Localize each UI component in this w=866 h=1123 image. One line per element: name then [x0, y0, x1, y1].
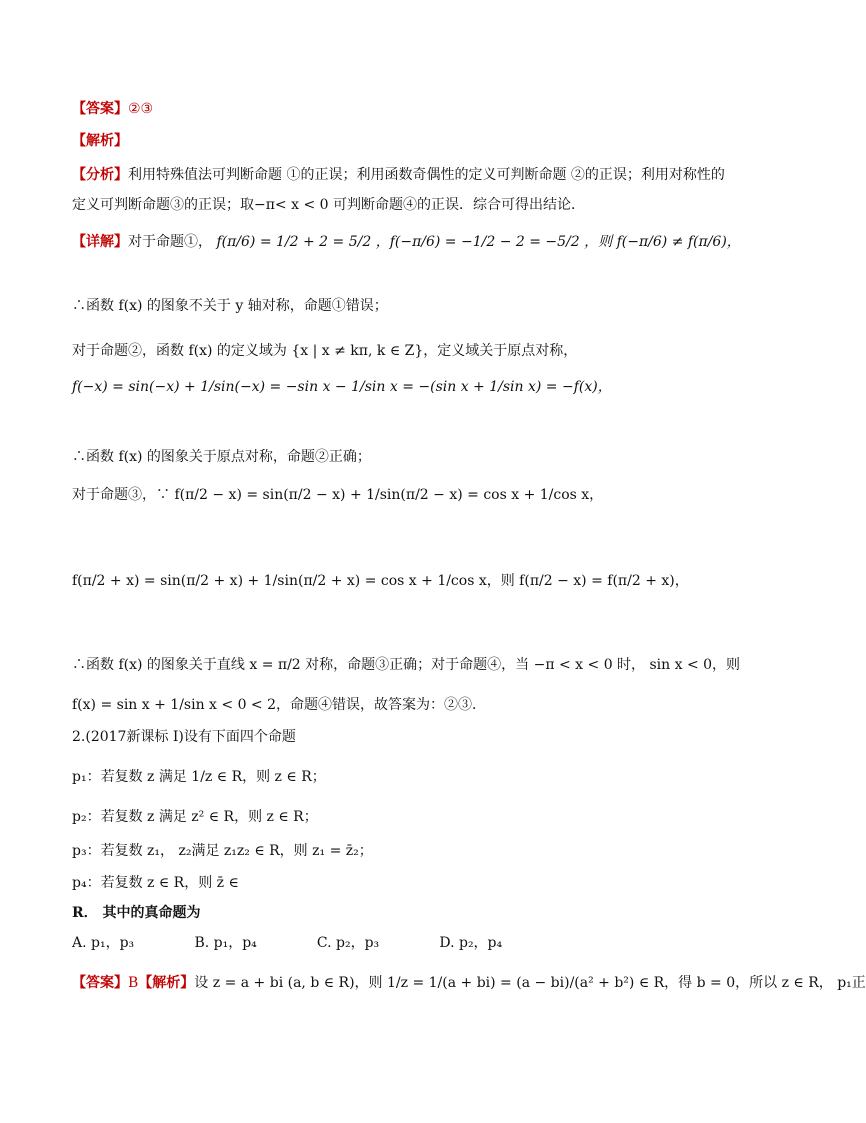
fenxi-line-1 — [72, 166, 725, 184]
p4-cont-text: R． 其中的真命题为 — [72, 905, 201, 921]
q2-analysis-text: 设 z = a + bi (a, b ∈ R)，则 1/z = 1/(a + bi) = (a − bi)/(a² + b²) ∈ R，得 b = 0，所以 z ∈ R， p₁正 — [194, 975, 866, 991]
p2-text: p₂：若复数 z 满足 z² ∈ R，则 z ∈ R； — [72, 809, 318, 825]
p4-continuation — [72, 904, 201, 922]
proposition-p4 — [72, 874, 239, 892]
conclusion-4-text: f(x) = sin x + 1/sin x < 0 < 2，命题④错误，故答案为：②③． — [72, 697, 487, 713]
answer-label: 【答案】 — [72, 101, 128, 117]
p4-text: p₄：若复数 z ∈ R，则 z̄ ∈ — [72, 875, 239, 891]
analysis-heading — [72, 132, 128, 150]
fenxi-text-2: 定义可判断命题③的正误；取−π< x < 0 可判断命题④的正误．综合可得出结论． — [72, 197, 585, 213]
option-d: D. p₂，p₄ — [439, 935, 503, 951]
q2-analysis-label: 【解析】 — [138, 975, 195, 991]
fenxi-label: 【分析】 — [72, 167, 128, 183]
proposition-p3 — [72, 842, 373, 860]
conclusion-1-text: ∴函数 f(x) 的图象不关于 y 轴对称，命题①错误； — [72, 298, 388, 314]
answer-value: ②③ — [128, 101, 154, 117]
answer-line — [72, 100, 153, 118]
option-c: C. p₂，p₃ — [316, 935, 380, 951]
domain-text: 对于命题②，函数 f(x) 的定义域为 {x | x ≠ kπ, k ∈ Z}，定义域关于原点对称， — [72, 343, 578, 359]
proposition-p2 — [72, 808, 318, 826]
prop3b-line — [72, 572, 689, 590]
conclusion-1 — [72, 297, 388, 315]
option-b: B. p₁，p₄ — [194, 935, 257, 951]
xiangjie-line — [72, 233, 741, 251]
conclusion-2-text: ∴函数 f(x) 的图象关于原点对称，命题②正确； — [72, 449, 371, 465]
odd-function-line — [72, 378, 612, 396]
prop3b-text: f(π/2 + x) = sin(π/2 + x) + 1/sin(π/2 + x) = cos x + 1/cos x，则 f(π/2 − x) = f(π/2 + x)， — [72, 573, 689, 589]
domain-line — [72, 342, 577, 360]
analysis-label: 【解析】 — [72, 133, 128, 149]
xiangjie-text: 对于命题①， — [128, 234, 212, 250]
q2-stem — [72, 728, 296, 746]
p1-text: p₁：若复数 z 满足 1/z ∈ R，则 z ∈ R； — [72, 769, 326, 785]
fenxi-text-1: 利用特殊值法可判断命题 ①的正误；利用函数奇偶性的定义可判断命题 ②的正误；利用对称性的 — [128, 167, 725, 183]
option-a: A. p₁，p₃ — [72, 935, 135, 951]
conclusion-3-text: ∴函数 f(x) 的图象关于直线 x = π/2 对称，命题③正确；对于命题④，当 −π < x < 0 时， sin x < 0，则 — [72, 657, 741, 673]
options-row — [72, 934, 557, 952]
prop3-line — [72, 486, 603, 504]
conclusion-3 — [72, 656, 740, 674]
conclusion-2 — [72, 448, 371, 466]
fenxi-line-2 — [72, 196, 585, 214]
odd-function-text: f(−x) = sin(−x) + 1/sin(−x) = −sin x − 1/sin x = −(sin x + 1/sin x) = −f(x)， — [72, 379, 612, 395]
q2-answer-line — [72, 974, 866, 992]
q2-stem-text: 2.(2017新课标 I)设有下面四个命题 — [72, 729, 296, 745]
proposition-p1 — [72, 768, 326, 786]
q2-answer-label: 【答案】 — [72, 975, 128, 991]
p3-text: p₃：若复数 z₁， z₂满足 z₁z₂ ∈ R，则 z₁ = z̄₂； — [72, 843, 373, 859]
detail-math: f(π/6) = 1/2 + 2 = 5/2 ，f(−π/6) = −1/2 − 2 = −5/2 ，则 f(−π/6) ≠ f(π/6)， — [216, 234, 741, 250]
xiangjie-label: 【详解】 — [72, 234, 128, 250]
q2-answer-value: B — [128, 975, 139, 991]
prop3-text: 对于命题③，∵ f(π/2 − x) = sin(π/2 − x) + 1/sin(π/2 − x) = cos x + 1/cos x， — [72, 487, 604, 503]
conclusion-4 — [72, 696, 486, 714]
